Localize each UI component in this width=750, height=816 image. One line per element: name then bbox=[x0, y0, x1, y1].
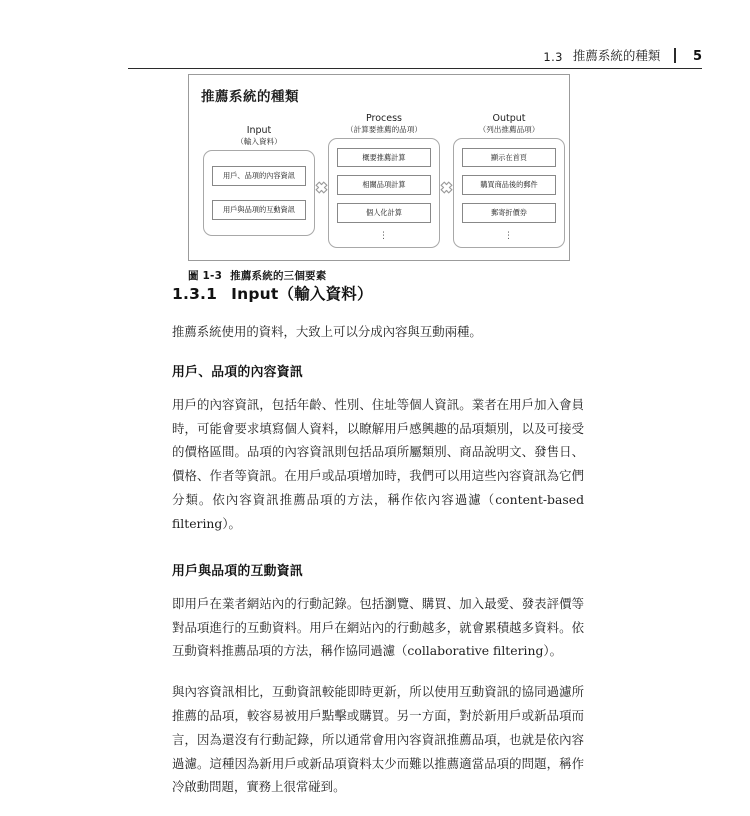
column-body-output bbox=[453, 138, 565, 249]
column-heading-en: Input bbox=[246, 125, 272, 137]
column-heading-zh: （輸入資料） bbox=[236, 137, 282, 147]
figure-columns bbox=[201, 113, 557, 248]
paragraph: 即用戶在業者網站內的行動記錄。包括瀏覽、購買、加入最愛、發表評價等對品項進行的互動資料。用戶在網站內的行動越多，就會累積越多資料。依互動資料推薦品項的方法，稱作協同過濾（collaborative filtering）。 bbox=[172, 595, 584, 659]
figure-frame bbox=[188, 74, 570, 261]
column-body-input bbox=[203, 150, 315, 236]
figure-item: 用戶、品項的內容資訊 bbox=[212, 166, 306, 186]
subsection-heading-interaction-info: 用戶與品項的互動資訊 bbox=[172, 563, 303, 579]
column-body-process bbox=[328, 138, 440, 249]
figure-caption-number: 圖 1-3 bbox=[188, 270, 223, 283]
column-heading-input bbox=[236, 125, 282, 148]
figure-title: 推薦系統的種類 bbox=[201, 89, 299, 105]
running-header bbox=[128, 38, 702, 69]
figure-ellipsis: ⋮ bbox=[379, 231, 389, 242]
figure-column-output bbox=[453, 113, 565, 248]
connector-cross-icon-2 bbox=[440, 167, 453, 194]
figure-item: 用戶與品項的互動資訊 bbox=[212, 200, 306, 220]
figure-item: 概要推薦計算 bbox=[337, 148, 431, 168]
paragraph: 用戶的內容資訊，包括年齡、性別、住址等個人資訊。業者在用戶加入會員時，可能會要求填寫個人資料，以瞭解用戶感興趣的品項類別，以及可接受的價格區間。品項的內容資訊則包括品項所屬類別、商品說明文、發售日、價格、作者等資訊。在用戶或品項增加時，我們可以用這些內容資訊為它們分類。依內容資訊推薦品項的方法，稱作依內容過濾（content-based filtering）。 bbox=[172, 396, 584, 531]
figure-item: 購買商品後的郵件 bbox=[462, 175, 556, 195]
section-intro-paragraph: 推薦系統使用的資料，大致上可以分成內容與互動兩種。 bbox=[172, 324, 482, 339]
connector-cross-icon-1 bbox=[315, 167, 328, 194]
body-content bbox=[172, 282, 584, 816]
figure-1-3 bbox=[188, 74, 570, 283]
column-heading-output bbox=[479, 113, 540, 136]
figure-column-input bbox=[203, 125, 315, 236]
figure-item: 相關品項計算 bbox=[337, 175, 431, 195]
section-heading bbox=[172, 282, 584, 304]
figure-item: 顯示在首頁 bbox=[462, 148, 556, 168]
column-heading-en: Output bbox=[492, 113, 526, 124]
section-title: Input（輸入資料） bbox=[231, 285, 373, 303]
figure-item: 個人化計算 bbox=[337, 203, 431, 223]
column-heading-zh: （計算要推薦的品項） bbox=[346, 124, 422, 134]
header-section-title: 推薦系統的種類 bbox=[572, 48, 661, 63]
header-divider bbox=[674, 48, 676, 63]
header-section-number: 1.3 bbox=[543, 50, 563, 64]
figure-caption-text: 推薦系統的三個要素 bbox=[230, 270, 327, 283]
subsection-heading-content-info: 用戶、品項的內容資訊 bbox=[172, 364, 303, 380]
figure-item: 郵寄折價券 bbox=[462, 203, 556, 223]
page-number: 5 bbox=[692, 49, 702, 64]
figure-column-process bbox=[328, 113, 440, 248]
section-number: 1.3.1 bbox=[172, 285, 218, 303]
figure-ellipsis: ⋮ bbox=[504, 231, 514, 242]
column-heading-process bbox=[346, 113, 422, 136]
column-heading-en: Process bbox=[365, 113, 403, 124]
paragraph: 與內容資訊相比，互動資訊較能即時更新，所以使用互動資訊的協同過濾所推薦的品項，較容易被用戶點擊或購買。另一方面，對於新用戶或新品項而言，因為還沒有行動記錄，所以通常會用內容資訊推薦品項，也就是依內容過濾。這種因為新用戶或新品項資料太少而難以推薦適當品項的問題，稱作冷啟動問題，實務上很常碰到。 bbox=[172, 684, 584, 795]
column-heading-zh: （列出推薦品項） bbox=[478, 124, 540, 134]
